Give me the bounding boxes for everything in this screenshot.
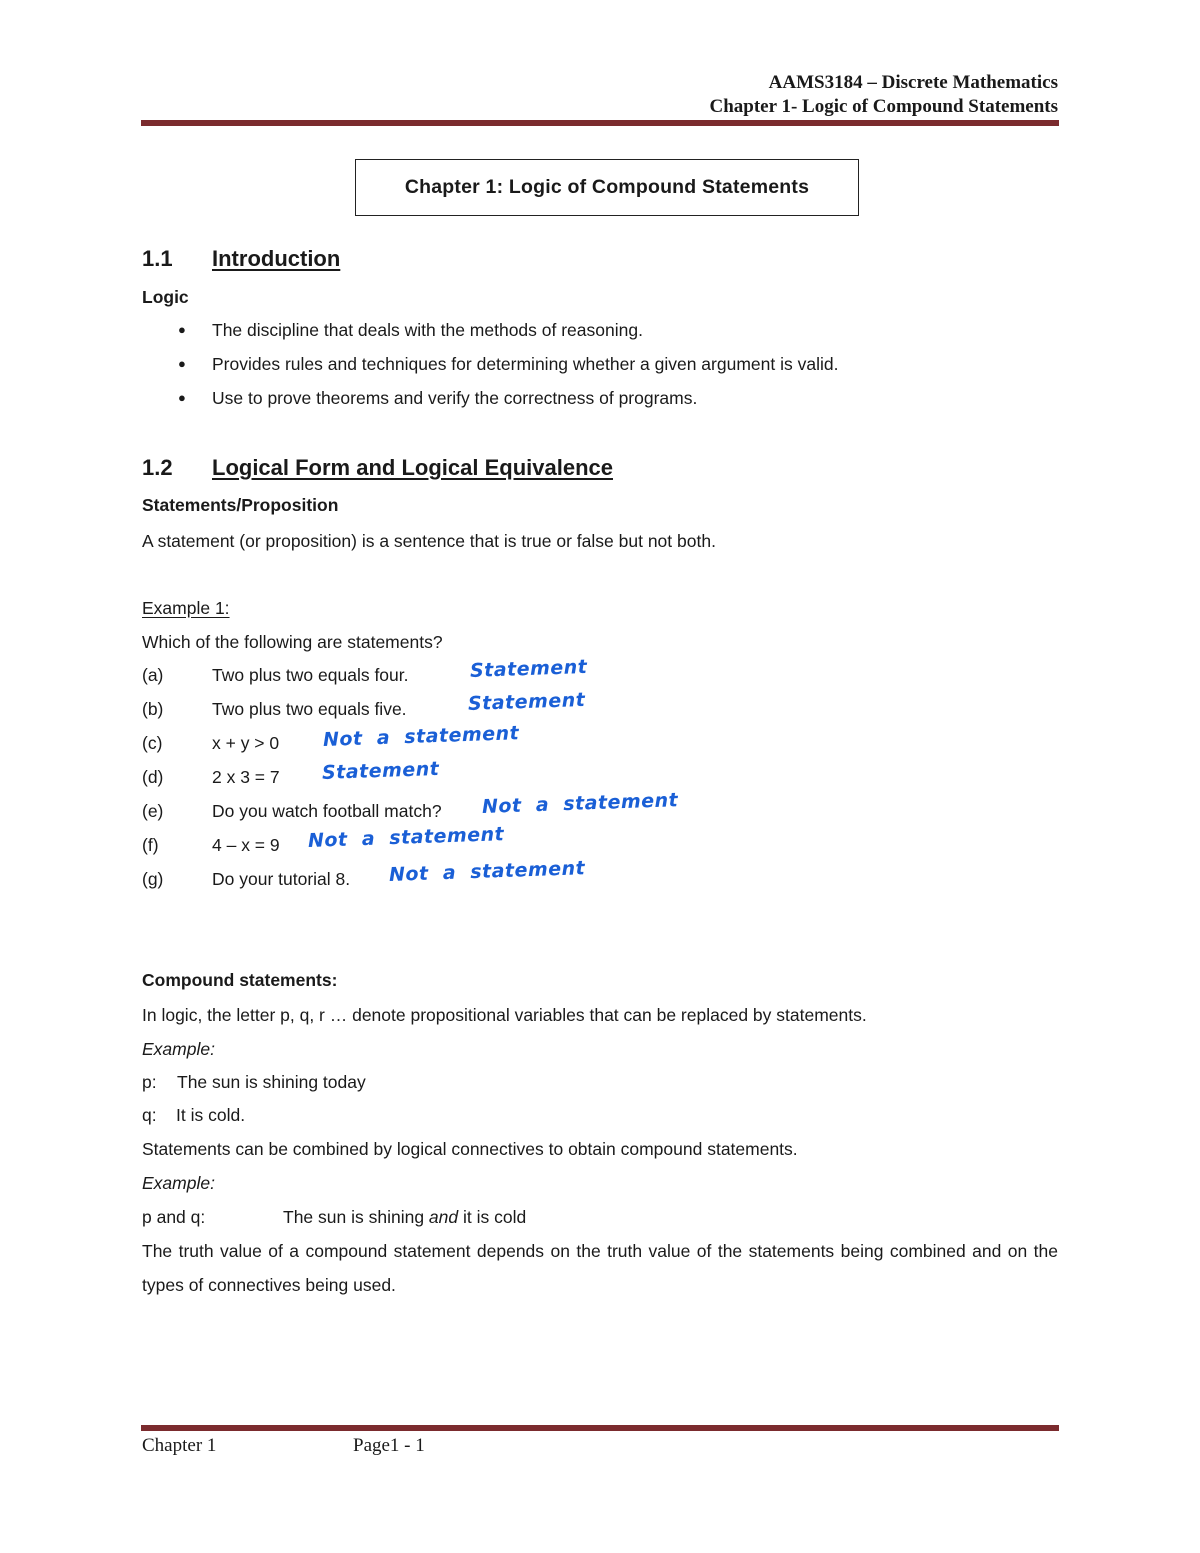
- combine-text: Statements can be combined by logical connectives to obtain compound statements.: [142, 1139, 798, 1159]
- example-question: Which of the following are statements?: [142, 632, 443, 652]
- handwritten-note: Not a statement: [388, 857, 586, 886]
- example-item: (g) Do your tutorial 8.: [142, 869, 351, 889]
- header-chapter: Chapter 1- Logic of Compound Statements: [709, 96, 1058, 117]
- handwritten-note: Statement: [467, 688, 586, 715]
- p-and-q-example: p and q: The sun is shining and it is cold: [142, 1207, 527, 1227]
- section-title: Introduction: [212, 246, 341, 271]
- bullet-item: ● Provides rules and techniques for determining whether a given argument is valid.: [178, 354, 839, 374]
- section-number: 1.1: [142, 246, 173, 271]
- footer-chapter: Chapter 1: [142, 1435, 217, 1456]
- handwritten-note: Not a statement: [307, 823, 505, 852]
- bullet-icon: ●: [178, 322, 186, 337]
- example-word: Example:: [142, 1173, 215, 1193]
- bullet-item: ● The discipline that deals with the methods of reasoning.: [178, 320, 643, 340]
- bullet-icon: ●: [178, 390, 186, 405]
- example-label: Example 1:: [142, 598, 230, 618]
- handwritten-note: Not a statement: [322, 722, 520, 751]
- handwritten-note: Not a statement: [481, 789, 679, 818]
- compound-heading: Compound statements:: [142, 970, 338, 990]
- handwritten-note: Statement: [321, 757, 440, 784]
- bullet-icon: ●: [178, 356, 186, 371]
- example-item: (d) 2 x 3 = 7: [142, 767, 280, 787]
- example-item: (e) Do you watch football match?: [142, 801, 442, 821]
- chapter-title: Chapter 1: Logic of Compound Statements: [404, 176, 810, 198]
- section-1-2-heading: [142, 455, 613, 481]
- example-item: (a) Two plus two equals four.: [142, 665, 409, 685]
- q-definition: q: It is cold.: [142, 1105, 246, 1125]
- footer-page: Page1 - 1: [353, 1435, 425, 1456]
- example-item: (b) Two plus two equals five.: [142, 699, 407, 719]
- example-word: Example:: [142, 1039, 215, 1059]
- bullet-item: ● Use to prove theorems and verify the correctness of programs.: [178, 388, 698, 408]
- example-item: (c) x + y > 0: [142, 733, 280, 753]
- section-title: Logical Form and Logical Equivalence: [212, 455, 613, 480]
- chapter-title-box: [355, 159, 859, 216]
- section-number: 1.2: [142, 455, 173, 480]
- header-rule: [141, 120, 1059, 126]
- example-item: (f) 4 – x = 9: [142, 835, 280, 855]
- section-1-1-heading: [142, 246, 340, 272]
- compound-intro: In logic, the letter p, q, r … denote propositional variables that can be replaced by statements.: [142, 1005, 867, 1025]
- p-definition: p: The sun is shining today: [142, 1072, 366, 1092]
- truth-value-paragraph: The truth value of a compound statement depends on the truth value of the statements being combined and on the types of connectives being used.: [142, 1241, 1058, 1295]
- statements-subheading: Statements/Proposition: [142, 495, 339, 515]
- handwritten-note: Statement: [469, 655, 588, 682]
- statement-definition: A statement (or proposition) is a sentence that is true or false but not both.: [142, 531, 716, 551]
- logic-subheading: Logic: [142, 287, 189, 307]
- header-course: AAMS3184 – Discrete Mathematics: [768, 72, 1058, 93]
- footer-rule: [141, 1425, 1059, 1431]
